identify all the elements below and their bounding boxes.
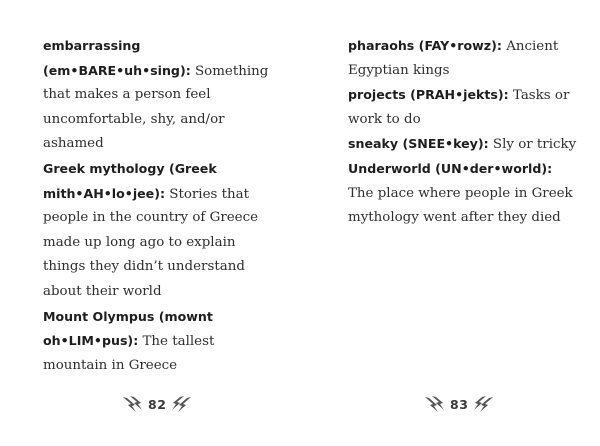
text-line	[43, 305, 283, 330]
glossary-definition: people in the country of Greece	[43, 210, 259, 226]
text-line	[43, 354, 283, 379]
glossary-definition: Egyptian kings	[348, 62, 450, 78]
glossary-definition: made up long ago to explain	[43, 234, 236, 250]
glossary-term: Greek mythology (Greek	[43, 160, 217, 176]
glossary-definition: that makes a person feel	[43, 87, 211, 103]
text-line	[348, 83, 588, 108]
lightning-bolt-icon	[122, 395, 144, 413]
glossary-term: projects (PRAH•jekts):	[348, 87, 509, 103]
text-line	[43, 157, 283, 182]
glossary-definition: Ancient	[501, 39, 559, 54]
lightning-bolt-icon	[170, 395, 192, 413]
glossary-definition: things they didn’t understand	[43, 259, 245, 275]
page-number: 83	[450, 396, 469, 412]
text-line	[43, 34, 283, 59]
page-number: 82	[148, 396, 167, 412]
text-line	[43, 59, 283, 84]
glossary-term: (em•BARE•uh•sing):	[43, 62, 191, 78]
text-line	[348, 132, 588, 157]
text-line	[43, 83, 283, 108]
glossary-column-left	[43, 34, 283, 378]
text-line	[43, 255, 283, 280]
text-line	[43, 108, 283, 133]
text-line	[348, 157, 588, 182]
glossary-definition: Stories that	[165, 186, 250, 202]
glossary-term: sneaky (SNEE•key):	[348, 136, 489, 152]
right-page	[300, 0, 600, 446]
lightning-bolt-icon	[424, 395, 446, 413]
text-line	[348, 206, 588, 231]
text-line	[348, 182, 588, 207]
glossary-definition: uncomfortable, shy, and/or	[43, 111, 225, 127]
glossary-term: mith•AH•lo•jee):	[43, 185, 166, 201]
text-line	[43, 280, 283, 305]
page-footer-right	[424, 393, 494, 415]
glossary-definition: Sly or tricky	[488, 137, 577, 153]
glossary-definition: work to do	[348, 111, 421, 127]
glossary-term: pharaohs (FAY•rowz):	[348, 38, 502, 53]
glossary-definition: Tasks or	[508, 88, 570, 104]
text-line	[43, 206, 283, 231]
glossary-definition: mythology went after they died	[348, 210, 561, 226]
text-line	[43, 231, 283, 256]
glossary-column-right	[348, 34, 588, 231]
glossary-term: Underworld (UN•der•world):	[348, 160, 553, 176]
glossary-definition: The place where people in Greek	[348, 185, 573, 201]
glossary-term: oh•LIM•pus):	[43, 333, 139, 349]
glossary-definition: mountain in Greece	[43, 357, 178, 373]
glossary-term: embarrassing	[43, 38, 141, 53]
text-line	[348, 108, 588, 133]
glossary-definition: Something	[190, 63, 269, 79]
glossary-definition: The tallest	[138, 334, 215, 350]
text-line	[43, 329, 283, 354]
text-line	[43, 132, 283, 157]
text-line	[43, 182, 283, 207]
glossary-definition: about their world	[43, 283, 162, 299]
lightning-bolt-icon	[472, 395, 494, 413]
text-line	[348, 59, 588, 84]
page-footer-left	[122, 393, 192, 415]
glossary-definition: ashamed	[43, 136, 104, 152]
glossary-term: Mount Olympus (mownt	[43, 308, 213, 324]
text-line	[348, 34, 588, 59]
